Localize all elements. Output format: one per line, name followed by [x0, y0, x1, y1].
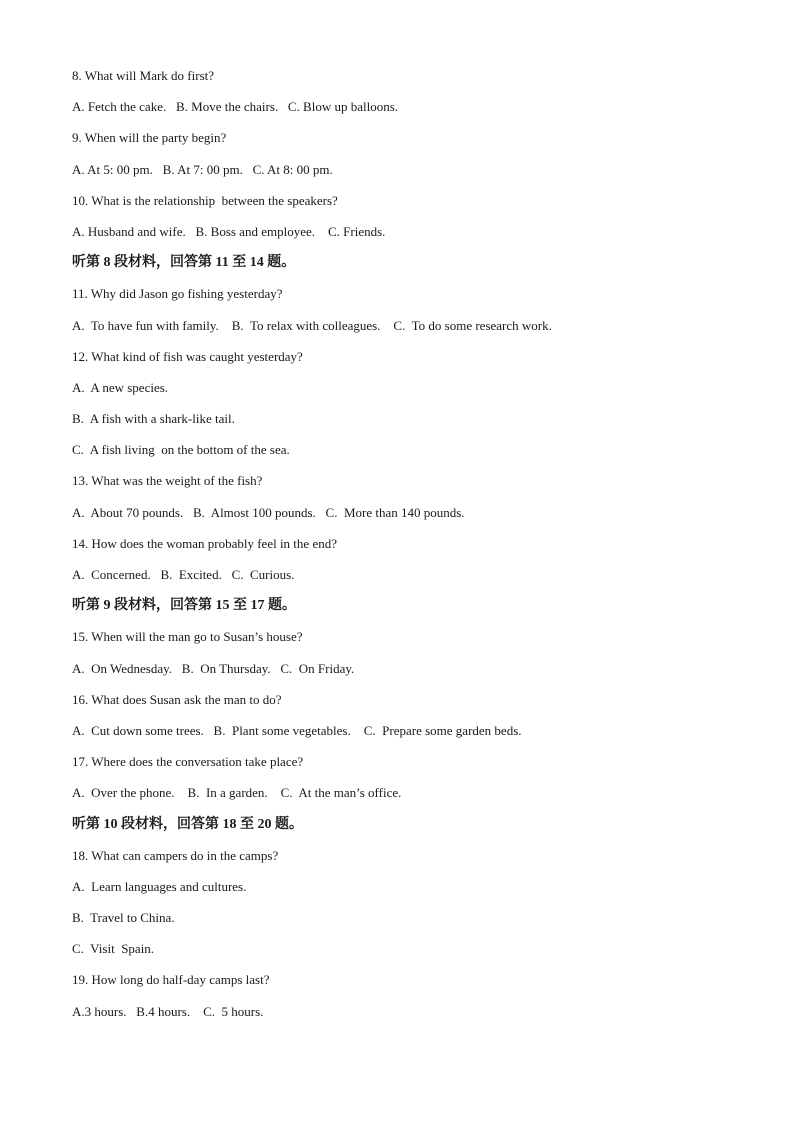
option-12-a: A. A new species.	[72, 379, 169, 395]
question-15: 15. When will the man go to Susan’s house?	[72, 629, 303, 645]
options-14: A. Concerned. B. Excited. C. Curious.	[72, 567, 295, 582]
question-9: 9. When will the party begin?	[72, 130, 227, 146]
options-10: A. Husband and wife. B. Boss and employee. C. Friends.	[72, 223, 386, 239]
option-12-c: C. A fish living on the bottom of the sea.	[72, 442, 290, 458]
option-18-c: C. Visit Spain.	[72, 941, 155, 957]
question-16: 16. What does Susan ask the man to do?	[72, 691, 282, 707]
section-heading-8: 听第 8 段材料，回答第 11 至 14 题。	[72, 255, 296, 271]
question-10: 10. What is the relationship between the speakers?	[72, 192, 338, 208]
option-18-a: A. Learn languages and cultures.	[72, 878, 247, 894]
options-13: A. About 70 pounds. B. Almost 100 pounds. C. More than 140 pounds.	[72, 504, 465, 520]
options-9: A. At 5: 00 pm. B. At 7: 00 pm. C. At 8: 00 pm.	[72, 161, 333, 177]
question-11: 11. Why did Jason go fishing yesterday?	[72, 286, 283, 302]
options-11: A. To have fun with family. B. To relax with colleagues. C. To do some research work.	[72, 317, 552, 333]
question-13: 13. What was the weight of the fish?	[72, 473, 263, 489]
question-14: 14. How does the woman probably feel in the end?	[72, 535, 337, 551]
options-19: A.3 hours. B.4 hours. C. 5 hours.	[72, 1003, 264, 1019]
question-8: 8. What will Mark do first?	[72, 68, 215, 83]
question-17: 17. Where does the conversation take place?	[72, 754, 304, 770]
section-heading-9: 听第 9 段材料，回答第 15 至 17 题。	[72, 598, 296, 614]
option-12-b: B. A fish with a shark-like tail.	[72, 411, 235, 427]
question-12: 12. What kind of fish was caught yesterday?	[72, 348, 303, 364]
section-heading-10: 听第 10 段材料，回答第 18 至 20 题。	[72, 816, 303, 832]
question-list	[72, 66, 722, 1033]
question-19: 19. How long do half-day camps last?	[72, 972, 270, 988]
options-15: A. On Wednesday. B. On Thursday. C. On Friday.	[72, 660, 355, 676]
options-8: A. Fetch the cake. B. Move the chairs. C. Blow up balloons.	[72, 99, 399, 115]
option-18-b: B. Travel to China.	[72, 910, 175, 926]
question-18: 18. What can campers do in the camps?	[72, 847, 279, 863]
options-16: A. Cut down some trees. B. Plant some vegetables. C. Prepare some garden beds.	[72, 722, 522, 738]
options-17: A. Over the phone. B. In a garden. C. At the man’s office.	[72, 785, 402, 801]
